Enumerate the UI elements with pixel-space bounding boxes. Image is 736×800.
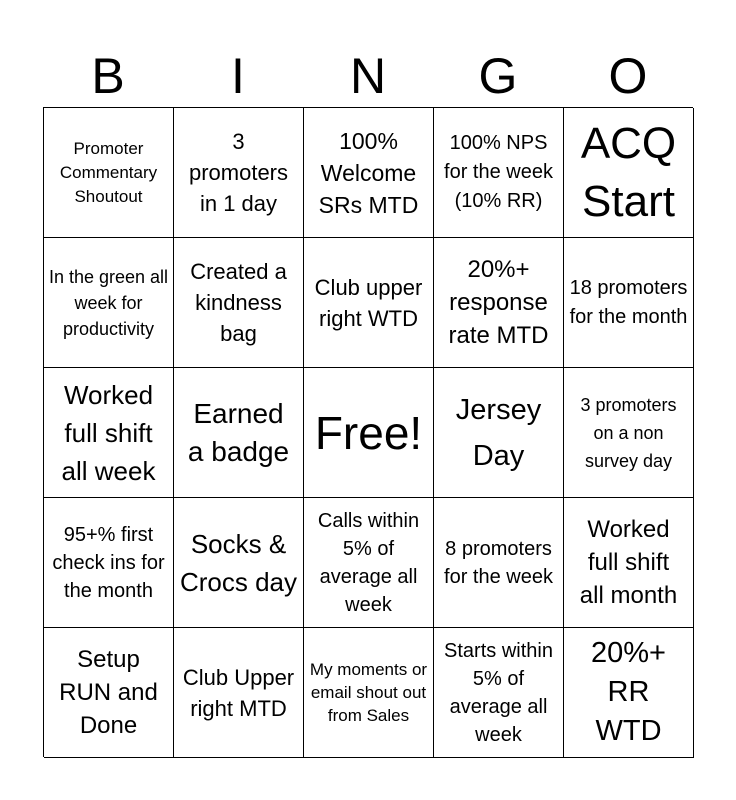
- bingo-cell-r4-c3[interactable]: [434, 628, 564, 758]
- cell-text: 18 promoters for the month: [569, 276, 688, 328]
- header-letter-n: N: [349, 48, 387, 104]
- cell-text: 3 promoters in 1 day: [188, 129, 289, 216]
- bingo-cell-r0-c1[interactable]: [174, 108, 304, 238]
- cell-text: 8 promoters for the week: [444, 537, 553, 588]
- bingo-header: [43, 44, 693, 108]
- cell-text: Starts within 5% of average all week: [444, 639, 553, 746]
- cell-text: 100% Welcome SRs MTD: [318, 127, 419, 218]
- cell-text: 20%+ RR WTD: [591, 637, 666, 747]
- bingo-cell-r4-c2[interactable]: [304, 628, 434, 758]
- bingo-cell-r3-c2[interactable]: [304, 498, 434, 628]
- bingo-cell-r0-c0[interactable]: [44, 108, 174, 238]
- cell-text: Created a kindness bag: [190, 259, 287, 346]
- header-letter-g: G: [478, 48, 518, 104]
- bingo-cell-r1-c3[interactable]: [434, 238, 564, 368]
- cell-text: Club Upper right MTD: [182, 664, 295, 721]
- cell-text: My moments or email shout out from Sales: [309, 660, 428, 725]
- bingo-cell-r4-c0[interactable]: [44, 628, 174, 758]
- cell-text: 20%+ response rate MTD: [448, 256, 549, 349]
- bingo-cell-r0-c3[interactable]: [434, 108, 564, 238]
- cell-text: Setup RUN and Done: [59, 646, 158, 739]
- bingo-cell-r3-c3[interactable]: [434, 498, 564, 628]
- bingo-cell-r3-c4[interactable]: [564, 498, 694, 628]
- cell-text: Club upper right WTD: [314, 274, 423, 331]
- cell-text: Earned a badge: [187, 397, 290, 467]
- bingo-cell-r2-c3[interactable]: [434, 368, 564, 498]
- cell-text: 95+% first check ins for the month: [52, 523, 165, 602]
- bingo-cell-r2-c1[interactable]: [174, 368, 304, 498]
- bingo-cell-r3-c0[interactable]: [44, 498, 174, 628]
- cell-text: 100% NPS for the week (10% RR): [444, 132, 553, 212]
- cell-text: Promoter Commentary Shoutout: [59, 138, 158, 206]
- bingo-cell-r2-c0[interactable]: [44, 368, 174, 498]
- cell-text: Jersey Day: [455, 393, 542, 472]
- header-letter-i: I: [231, 48, 245, 104]
- cell-text: Worked full shift all week: [61, 379, 156, 486]
- header-letter-o: O: [608, 48, 648, 104]
- cell-text: Socks & Crocs day: [179, 528, 298, 597]
- cell-text: Worked full shift all month: [579, 516, 678, 609]
- bingo-cell-r4-c1[interactable]: [174, 628, 304, 758]
- bingo-cell-r1-c0[interactable]: [44, 238, 174, 368]
- bingo-cell-r1-c2[interactable]: [304, 238, 434, 368]
- bingo-cell-r3-c1[interactable]: [174, 498, 304, 628]
- cell-text: Calls within 5% of average all week: [317, 509, 420, 616]
- bingo-cell-r0-c2[interactable]: [304, 108, 434, 238]
- cell-text: ACQ Start: [580, 118, 677, 226]
- bingo-cell-r2-c4[interactable]: [564, 368, 694, 498]
- cell-text: Free!: [314, 406, 423, 459]
- bingo-cell-r1-c4[interactable]: [564, 238, 694, 368]
- cell-text: In the green all week for productivity: [48, 266, 169, 339]
- bingo-cell-r1-c1[interactable]: [174, 238, 304, 368]
- bingo-cell-r2-c2[interactable]: [304, 368, 434, 498]
- cell-text: 3 promoters on a non survey day: [580, 394, 677, 471]
- bingo-cell-r0-c4[interactable]: [564, 108, 694, 238]
- bingo-cell-r4-c4[interactable]: [564, 628, 694, 758]
- header-letter-b: B: [91, 48, 125, 104]
- bingo-board: [43, 107, 693, 757]
